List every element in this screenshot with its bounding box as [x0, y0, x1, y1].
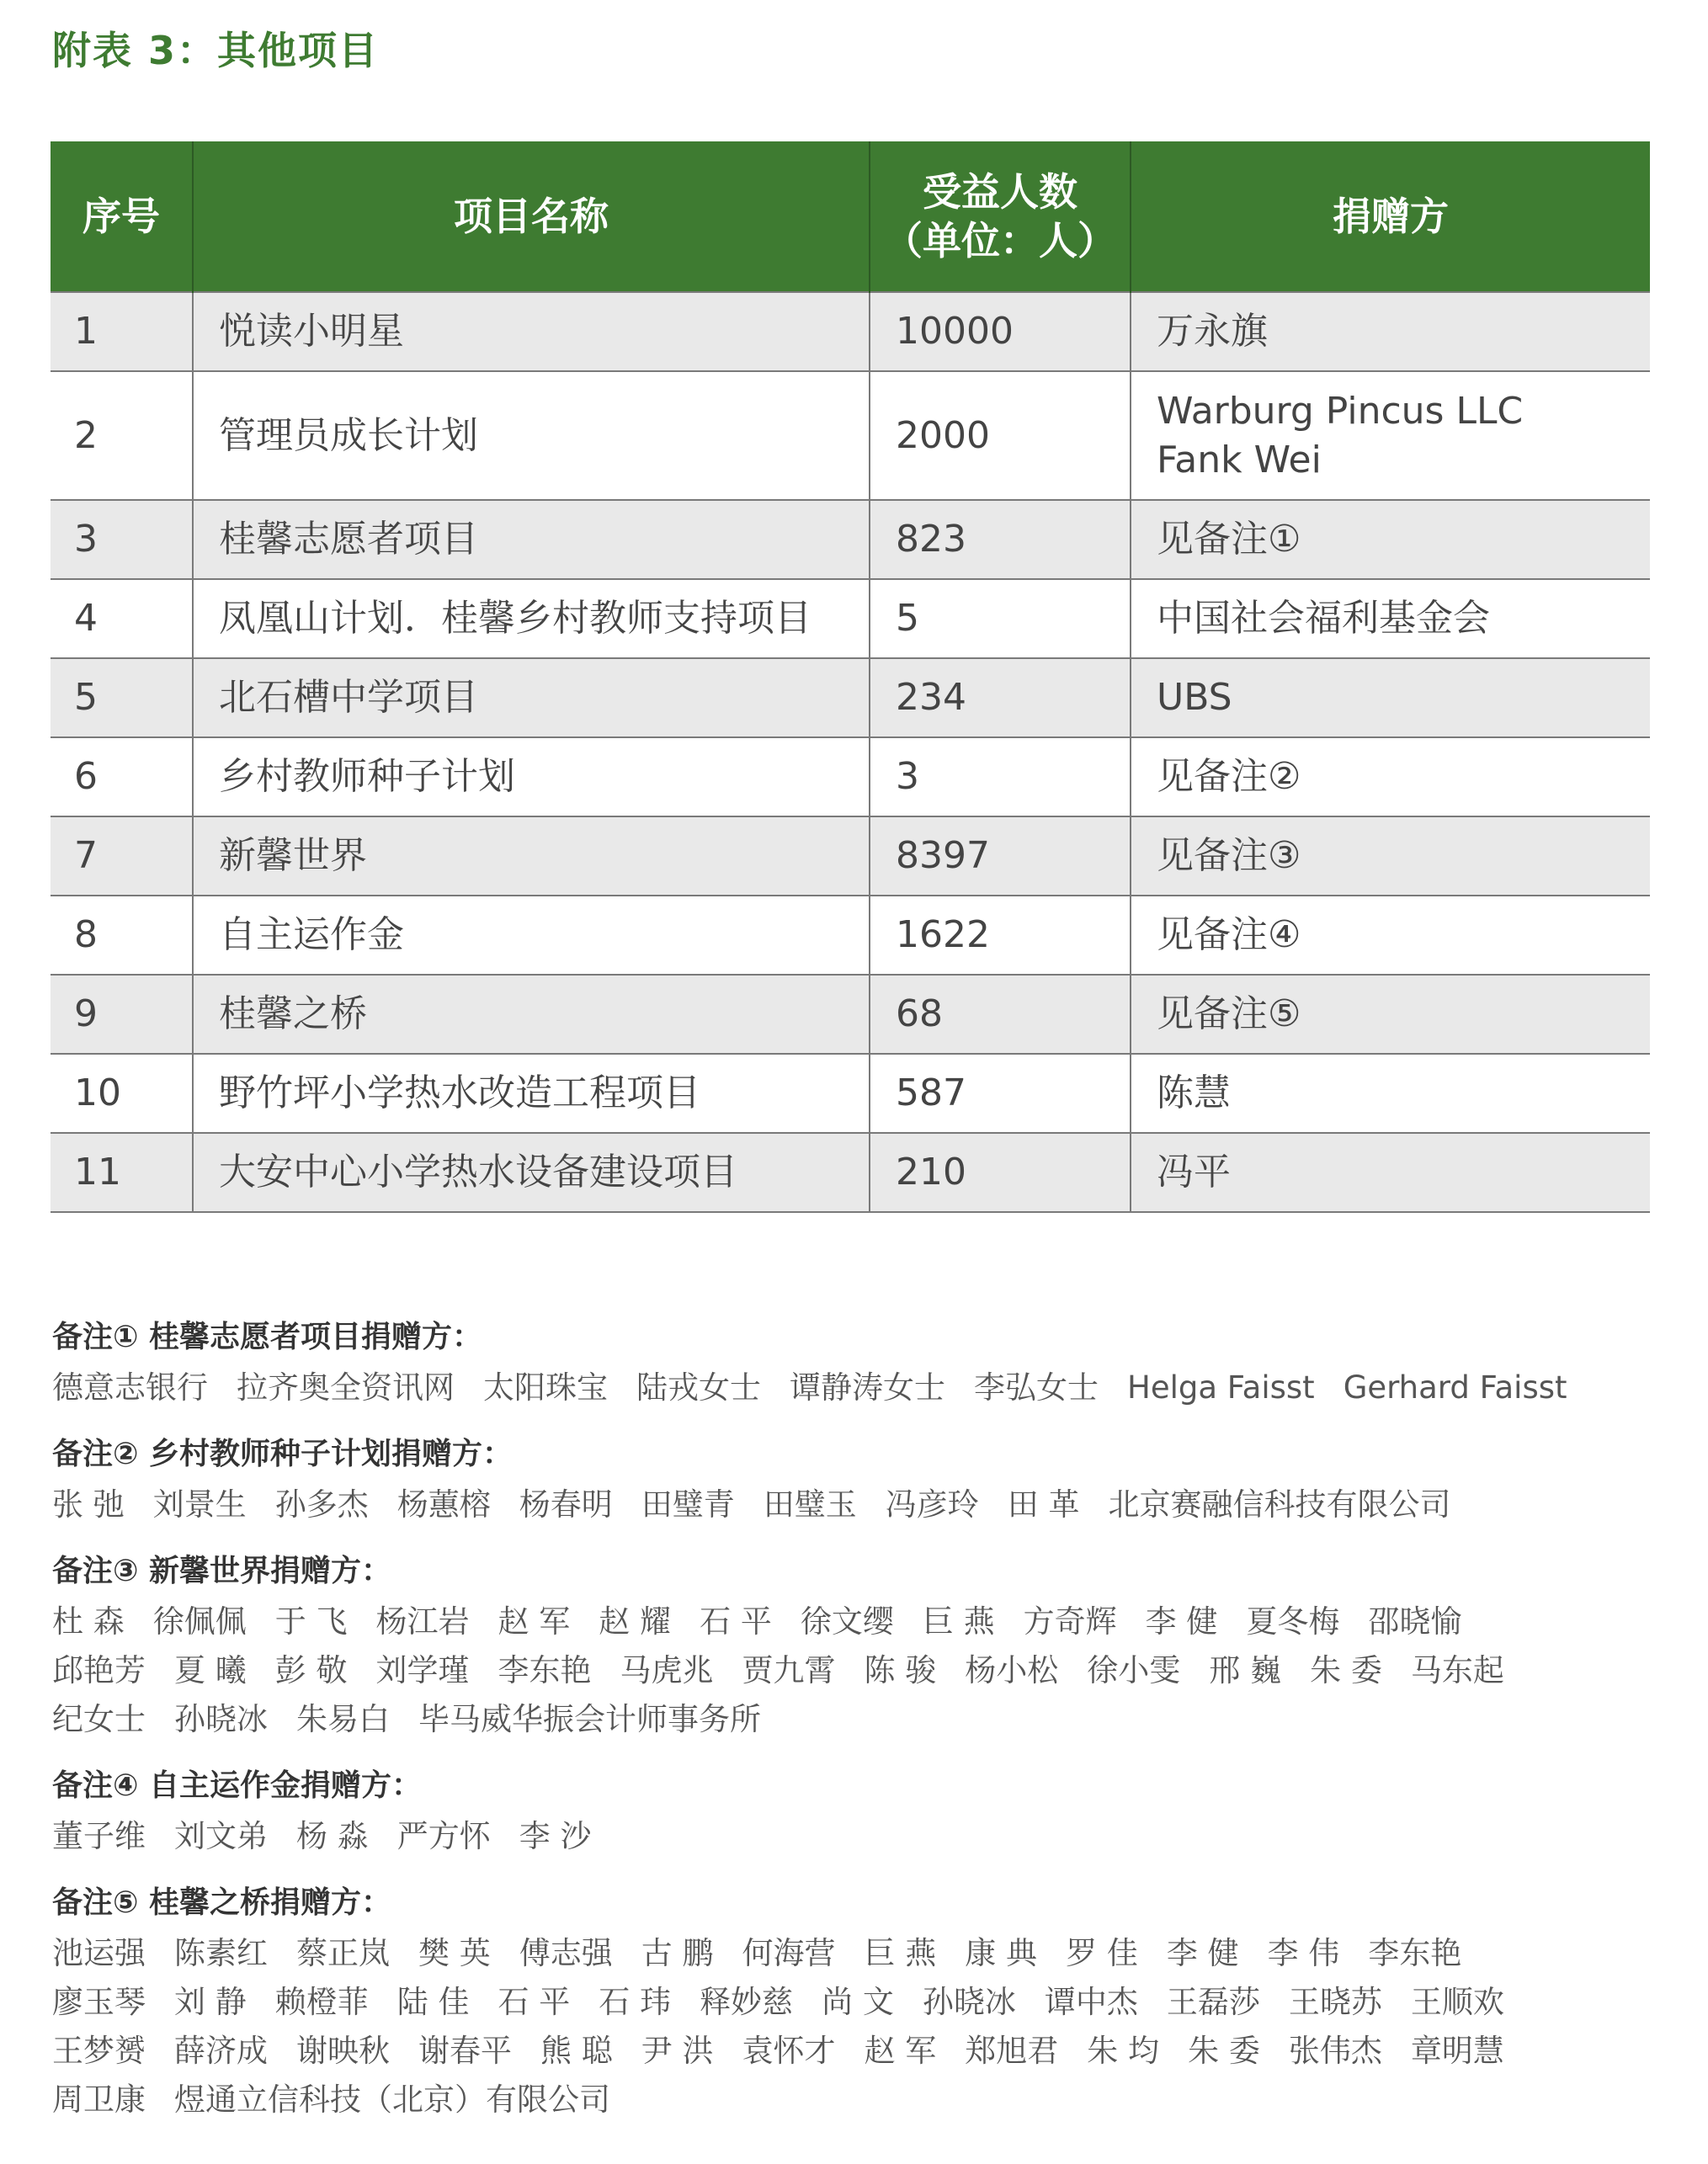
table-row — [51, 658, 1650, 737]
notes-section — [52, 1316, 1652, 2145]
donor-name: 见备注② — [1157, 755, 1301, 798]
note-block — [52, 1550, 1652, 1744]
note-donor-name: 李 健 — [1166, 1935, 1239, 1971]
note-donor-name: 尚 文 — [822, 1984, 894, 2020]
note-donor-name: 罗 佳 — [1066, 1935, 1138, 1971]
cell-seq: 10 — [51, 1054, 193, 1133]
note-donor-name: Gerhard Faisst — [1343, 1369, 1567, 1406]
note-donor-name: 贾九霄 — [742, 1652, 836, 1688]
cell-donor — [1131, 292, 1650, 371]
cell-beneficiary-count: 234 — [870, 658, 1131, 737]
header-donor: 捐赠方 — [1131, 141, 1650, 292]
header-beneficiaries-line2: （单位：人） — [884, 218, 1116, 263]
note-donor-name: 田璧青 — [641, 1486, 735, 1523]
cell-project-name: 北石槽中学项目 — [193, 658, 870, 737]
note-donor-name: 刘文弟 — [174, 1818, 268, 1854]
cell-seq: 5 — [51, 658, 193, 737]
table-row — [51, 292, 1650, 371]
table-row — [51, 371, 1650, 500]
note-donor-name: 赖橙菲 — [274, 1984, 369, 2020]
note-title: 备注③ 新馨世界捐赠方： — [52, 1554, 392, 1588]
note-donor-name: 朱 委 — [1188, 2033, 1260, 2069]
cell-seq: 4 — [51, 579, 193, 658]
note-donor-name: 方奇辉 — [1023, 1603, 1117, 1640]
cell-donor — [1131, 371, 1650, 500]
note-donor-name: 何海营 — [742, 1935, 836, 1971]
note-donor-name: 北京赛融信科技有限公司 — [1108, 1486, 1451, 1523]
cell-donor — [1131, 579, 1650, 658]
note-donor-name: 陆 佳 — [396, 1984, 470, 2020]
table-row — [51, 816, 1650, 896]
donor-name: 见备注④ — [1157, 913, 1301, 956]
note-donor-name: Helga Faisst — [1127, 1369, 1315, 1406]
note-donor-name: 杨 淼 — [296, 1818, 369, 1854]
note-donor-name: 章明慧 — [1410, 2033, 1504, 2069]
cell-seq: 9 — [51, 975, 193, 1054]
cell-donor — [1131, 500, 1650, 579]
note-donor-line — [52, 1598, 1652, 1646]
note-donor-name: 拉齐奥全资讯网 — [237, 1369, 455, 1406]
note-donor-name: 严方怀 — [396, 1818, 491, 1854]
note-donor-name: 张 弛 — [52, 1486, 125, 1523]
note-donor-name: 谢映秋 — [296, 2033, 390, 2069]
note-donor-name: 石 玮 — [599, 1984, 672, 2020]
note-donor-name: 邵晓愉 — [1368, 1603, 1462, 1640]
note-donor-name: 马东起 — [1410, 1652, 1504, 1688]
note-donor-name: 王梦赟 — [52, 2033, 146, 2069]
note-donor-name: 巨 燕 — [864, 1935, 937, 1971]
cell-seq: 1 — [51, 292, 193, 371]
note-donor-name: 杜 森 — [52, 1603, 125, 1640]
cell-seq: 3 — [51, 500, 193, 579]
note-donor-name: 谭中杰 — [1044, 1984, 1138, 2020]
header-seq: 序号 — [82, 194, 160, 239]
cell-donor — [1131, 658, 1650, 737]
note-donor-name: 王晓苏 — [1288, 1984, 1382, 2020]
note-donor-name: 夏 曦 — [174, 1652, 247, 1688]
cell-project-name: 乡村教师种子计划 — [193, 737, 870, 816]
cell-beneficiary-count: 68 — [870, 975, 1131, 1054]
cell-beneficiary-count: 1622 — [870, 896, 1131, 975]
note-donor-name: 彭 敬 — [274, 1652, 348, 1688]
note-donor-name: 赵 耀 — [599, 1603, 672, 1640]
donor-name: 陈慧 — [1157, 1071, 1231, 1114]
note-title: 备注⑤ 桂馨之桥捐赠方： — [52, 1885, 392, 1920]
note-donor-name: 李弘女士 — [974, 1369, 1099, 1406]
note-donor-name: 孙晓冰 — [174, 1701, 268, 1737]
note-title: 备注② 乡村教师种子计划捐赠方： — [52, 1437, 513, 1471]
note-donor-line — [52, 2076, 1652, 2124]
note-donor-line — [52, 1978, 1652, 2027]
note-donor-name: 陆戎女士 — [636, 1369, 761, 1406]
note-donor-name: 王磊莎 — [1166, 1984, 1260, 2020]
note-donor-name: 廖玉琴 — [52, 1984, 146, 2020]
note-donor-name: 杨春明 — [519, 1486, 613, 1523]
note-donor-name: 李 健 — [1145, 1603, 1218, 1640]
note-donor-name: 纪女士 — [52, 1701, 146, 1737]
note-donor-line — [52, 2027, 1652, 2076]
note-donor-name: 杨蕙榕 — [396, 1486, 491, 1523]
table-row — [51, 896, 1650, 975]
header-beneficiaries — [870, 141, 1131, 292]
table-row — [51, 500, 1650, 579]
note-donor-name: 于 飞 — [274, 1603, 348, 1640]
note-block — [52, 1433, 1652, 1529]
cell-project-name: 悦读小明星 — [193, 292, 870, 371]
note-donor-name: 田璧玉 — [763, 1486, 857, 1523]
cell-beneficiary-count: 5 — [870, 579, 1131, 658]
cell-seq: 6 — [51, 737, 193, 816]
cell-beneficiary-count: 210 — [870, 1133, 1131, 1212]
note-donor-name: 周卫康 — [52, 2082, 146, 2118]
note-donor-name: 李 沙 — [519, 1818, 592, 1854]
note-donor-name: 孙晓冰 — [922, 1984, 1016, 2020]
cell-project-name: 自主运作金 — [193, 896, 870, 975]
note-donor-name: 陈素红 — [174, 1935, 268, 1971]
note-donor-name: 傅志强 — [519, 1935, 613, 1971]
note-block — [52, 1316, 1652, 1412]
note-donor-name: 董子维 — [52, 1818, 146, 1854]
note-title: 备注① 桂馨志愿者项目捐赠方： — [52, 1320, 483, 1354]
note-donor-name: 熊 聪 — [540, 2033, 613, 2069]
table-row — [51, 579, 1650, 658]
note-donor-name: 袁怀才 — [742, 2033, 836, 2069]
cell-donor — [1131, 1133, 1650, 1212]
header-beneficiaries-line1: 受益人数 — [923, 169, 1077, 215]
note-block — [52, 1765, 1652, 1861]
donor-name: UBS — [1157, 676, 1232, 719]
cell-donor — [1131, 896, 1650, 975]
cell-beneficiary-count: 10000 — [870, 292, 1131, 371]
donor-name: 中国社会福利基金会 — [1157, 597, 1490, 640]
donor-name: Warburg Pincus LLC — [1157, 389, 1524, 433]
note-donor-name: 太阳珠宝 — [483, 1369, 608, 1406]
note-donor-name: 赵 军 — [864, 2033, 937, 2069]
note-donor-name: 李东艳 — [1368, 1935, 1462, 1971]
note-donor-name: 李东艳 — [498, 1652, 592, 1688]
note-donor-line — [52, 1812, 1652, 1861]
note-donor-name: 徐文缨 — [800, 1603, 894, 1640]
cell-project-name: 管理员成长计划 — [193, 371, 870, 500]
donor-name: 万永旗 — [1157, 310, 1268, 353]
table-row — [51, 1133, 1650, 1212]
cell-beneficiary-count: 3 — [870, 737, 1131, 816]
note-donor-name: 朱 均 — [1087, 2033, 1160, 2069]
note-donor-line — [52, 1481, 1652, 1529]
note-donor-name: 古 鹏 — [641, 1935, 714, 1971]
note-donor-name: 李 伟 — [1267, 1935, 1340, 1971]
note-donor-line — [52, 1929, 1652, 1978]
note-donor-name: 邢 巍 — [1209, 1652, 1282, 1688]
note-donor-name: 孙多杰 — [274, 1486, 369, 1523]
donor-name: Fank Wei — [1157, 438, 1322, 481]
note-donor-name: 谭静涛女士 — [790, 1369, 945, 1406]
note-donor-name: 夏冬梅 — [1246, 1603, 1340, 1640]
note-donor-line — [52, 1646, 1652, 1695]
table-row — [51, 1054, 1650, 1133]
note-donor-name: 石 平 — [498, 1984, 571, 2020]
cell-beneficiary-count: 8397 — [870, 816, 1131, 896]
note-donor-name: 德意志银行 — [52, 1369, 208, 1406]
note-donor-name: 赵 军 — [498, 1603, 571, 1640]
note-donor-name: 毕马威华振会计师事务所 — [418, 1701, 761, 1737]
table-row — [51, 737, 1650, 816]
note-donor-name: 谢春平 — [418, 2033, 512, 2069]
donor-name: 见备注⑤ — [1157, 992, 1301, 1035]
cell-donor — [1131, 975, 1650, 1054]
header-project-name: 项目名称 — [193, 141, 870, 292]
cell-donor — [1131, 1054, 1650, 1133]
note-title: 备注④ 自主运作金捐赠方： — [52, 1768, 423, 1803]
cell-project-name: 凤凰山计划．桂馨乡村教师支持项目 — [193, 579, 870, 658]
note-donor-name: 张伟杰 — [1288, 2033, 1382, 2069]
note-donor-name: 杨江岩 — [375, 1603, 470, 1640]
cell-beneficiary-count: 587 — [870, 1054, 1131, 1133]
note-donor-name: 徐小雯 — [1087, 1652, 1181, 1688]
note-donor-name: 杨小松 — [965, 1652, 1059, 1688]
note-donor-line — [52, 1364, 1652, 1412]
cell-donor — [1131, 737, 1650, 816]
page-title: 附表 3：其他项目 — [52, 28, 380, 73]
cell-seq: 8 — [51, 896, 193, 975]
table-header-row — [51, 141, 1650, 292]
note-donor-name: 释妙慈 — [700, 1984, 794, 2020]
note-donor-name: 巨 燕 — [922, 1603, 995, 1640]
note-donor-name: 蔡正岚 — [296, 1935, 390, 1971]
note-block — [52, 1882, 1652, 2124]
cell-project-name: 桂馨之桥 — [193, 975, 870, 1054]
note-donor-name: 邱艳芳 — [52, 1652, 146, 1688]
cell-donor — [1131, 816, 1650, 896]
note-donor-name: 刘景生 — [152, 1486, 247, 1523]
cell-project-name: 大安中心小学热水设备建设项目 — [193, 1133, 870, 1212]
note-donor-name: 田 革 — [1007, 1486, 1080, 1523]
note-donor-name: 冯彦玲 — [885, 1486, 979, 1523]
projects-table — [51, 141, 1650, 1213]
donor-name: 见备注① — [1157, 518, 1301, 561]
note-donor-name: 郑旭君 — [965, 2033, 1059, 2069]
cell-seq: 7 — [51, 816, 193, 896]
cell-seq: 2 — [51, 371, 193, 500]
cell-beneficiary-count: 823 — [870, 500, 1131, 579]
note-donor-name: 刘 静 — [174, 1984, 247, 2020]
note-donor-line — [52, 1695, 1652, 1744]
note-donor-name: 王顺欢 — [1410, 1984, 1504, 2020]
cell-beneficiary-count: 2000 — [870, 371, 1131, 500]
donor-name: 冯平 — [1157, 1151, 1231, 1194]
cell-project-name: 桂馨志愿者项目 — [193, 500, 870, 579]
note-donor-name: 尹 洪 — [641, 2033, 714, 2069]
note-donor-name: 煜通立信科技（北京）有限公司 — [174, 2082, 610, 2118]
note-donor-name: 石 平 — [700, 1603, 772, 1640]
note-donor-name: 康 典 — [965, 1935, 1038, 1971]
note-donor-name: 薛济成 — [174, 2033, 268, 2069]
cell-project-name: 野竹坪小学热水改造工程项目 — [193, 1054, 870, 1133]
note-donor-name: 马虎兆 — [620, 1652, 714, 1688]
note-donor-name: 池运强 — [52, 1935, 146, 1971]
table-row — [51, 975, 1650, 1054]
cell-seq: 11 — [51, 1133, 193, 1212]
note-donor-name: 樊 英 — [418, 1935, 491, 1971]
note-donor-name: 朱 委 — [1310, 1652, 1382, 1688]
note-donor-name: 朱易白 — [296, 1701, 390, 1737]
cell-project-name: 新馨世界 — [193, 816, 870, 896]
donor-name: 见备注③ — [1157, 834, 1301, 877]
note-donor-name: 陈 骏 — [864, 1652, 937, 1688]
note-donor-name: 徐佩佩 — [152, 1603, 247, 1640]
note-donor-name: 刘学瑾 — [375, 1652, 470, 1688]
